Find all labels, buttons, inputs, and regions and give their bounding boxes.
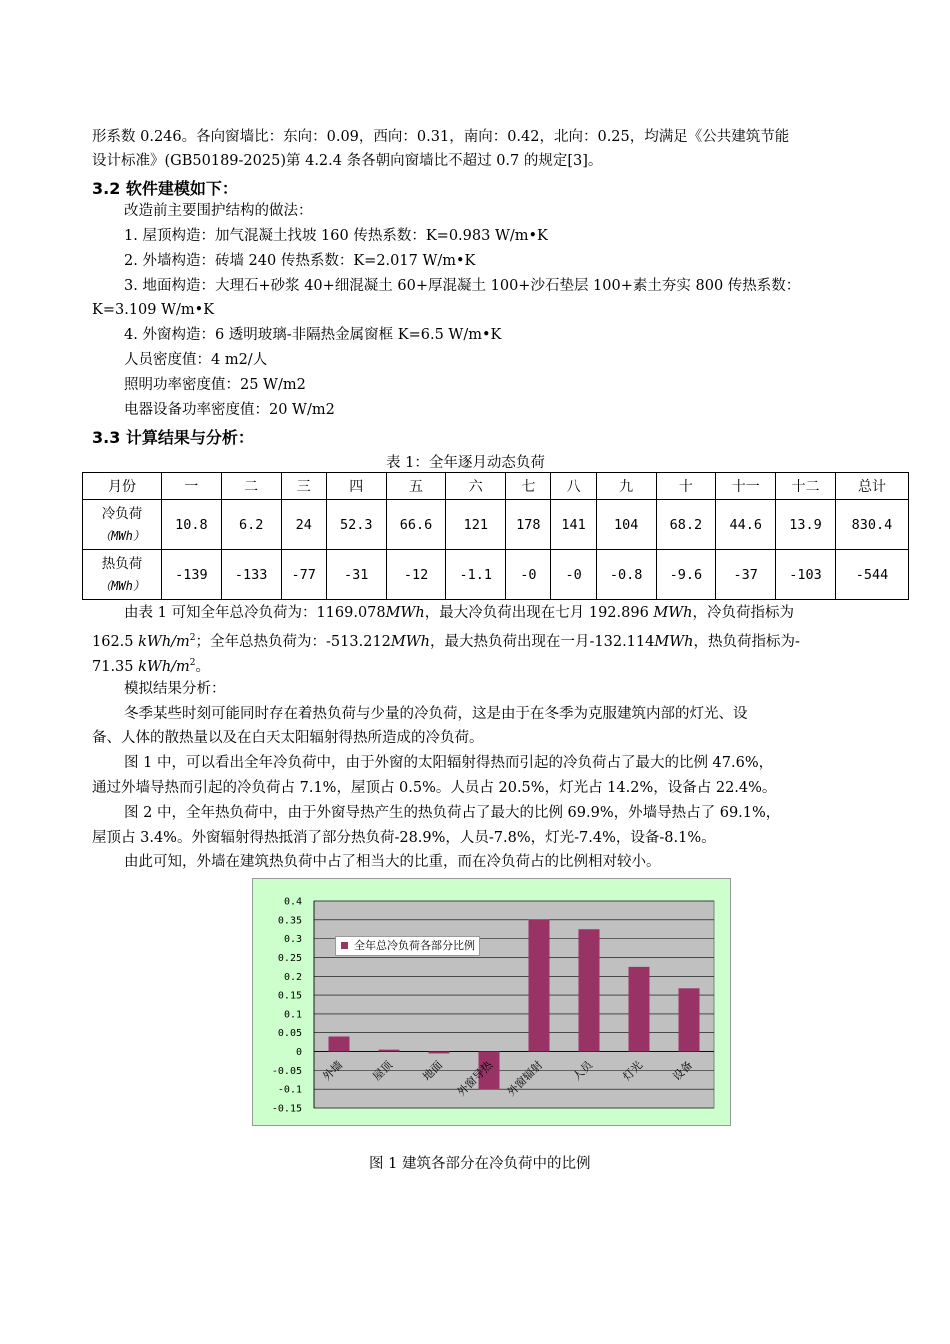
y-tick-label: -0.1 [277, 1084, 302, 1096]
y-tick-label: 0.25 [277, 952, 302, 964]
monthly-load-table [82, 472, 909, 600]
table-header-cell: 八 [551, 473, 596, 500]
paragraph-line: 冬季某些时刻可能同时存在着热负荷与少量的冷负荷，这是由于在冬季为克服建筑内部的灯光、设 [124, 706, 748, 722]
table-cell: 66.6 [386, 500, 446, 550]
paragraph-line: 电器设备功率密度值：20 W/m2 [124, 402, 335, 418]
paragraph-line: 改造前主要围护结构的做法： [124, 203, 313, 219]
figure-caption: 图 1 建筑各部分在冷负荷中的比例 [369, 1156, 591, 1172]
table-cell: 141 [551, 500, 596, 550]
y-tick-label: 0 [295, 1047, 302, 1059]
paragraph-line: 由表 1 可知全年总冷负荷为：1169.078MWh，最大冷负荷出现在七月 192.896 MWh，冷负荷指标为 [124, 605, 795, 621]
x-tick-label: 外窗导热 [454, 1058, 496, 1099]
bar-地面 [429, 1052, 450, 1054]
paragraph-line: 71.35 kWh/$m^2$。 [92, 658, 211, 675]
paragraph-line: 形系数 0.246。各向窗墙比：东向：0.09，西向：0.31，南向：0.42，北向：0.25，均满足《公共建筑节能 [92, 129, 790, 145]
table-cell: -544 [836, 550, 909, 600]
row-unit: （MWh） [99, 528, 145, 543]
paragraph-line: 模拟结果分析： [124, 681, 226, 697]
table-row-cooling [83, 500, 909, 550]
table-header-cell: 七 [506, 473, 551, 500]
table-cell: -12 [386, 550, 446, 600]
table-cell: -0 [506, 550, 551, 600]
row-label: 热负荷 [101, 555, 143, 572]
bar-外墙 [329, 1036, 350, 1051]
legend-label: 全年总冷负荷各部分比例 [354, 939, 475, 952]
table-cell: 52.3 [326, 500, 386, 550]
table-caption: 表 1：全年逐月动态负荷 [386, 455, 545, 471]
paragraph-line: 由此可知，外墙在建筑热负荷中占了相当大的比重，而在冷负荷占的比例相对较小。 [124, 854, 661, 870]
x-tick-label: 外窗辐射 [504, 1058, 546, 1099]
paragraph-line: 屋顶占 3.4%。外窗辐射得热抵消了部分热负荷-28.9%，人员-7.8%，灯光-7.4%，设备-8.1%。 [92, 830, 716, 846]
x-tick-label: 设备 [670, 1058, 696, 1084]
table-cell: 104 [596, 500, 656, 550]
table-cell: -37 [716, 550, 776, 600]
row-label: 冷负荷 [101, 505, 143, 522]
table-cell: -1.1 [446, 550, 506, 600]
list-item: 2. 外墙构造：砖墙 240 传热系数：K=2.017 W/m•K [124, 253, 476, 269]
table-cell: 13.9 [776, 500, 836, 550]
table-cell: 68.2 [656, 500, 716, 550]
table-header-cell: 月份 [83, 473, 162, 500]
bar-灯光 [629, 967, 650, 1052]
paragraph-line: 人员密度值：4 m2/人 [124, 352, 268, 368]
table-cell: -77 [281, 550, 326, 600]
y-tick-label: -0.15 [271, 1103, 302, 1115]
paragraph-line: 162.5 kWh/$m^2$；全年总热负荷为：-513.212MWh，最大热负荷出现在一月-132.114MWh，热负荷指标为- [92, 633, 800, 650]
y-tick-label: 0.35 [277, 915, 302, 927]
table-cell: 178 [506, 500, 551, 550]
bar-屋顶 [379, 1050, 400, 1052]
paragraph-line: 照明功率密度值：25 W/m2 [124, 377, 306, 393]
row-unit: （MWh） [99, 578, 145, 593]
bar-外窗辐射 [529, 920, 550, 1052]
table-header-cell: 总计 [836, 473, 909, 500]
table-cell: 24 [281, 500, 326, 550]
table-header-cell: 十 [656, 473, 716, 500]
table-cell: -9.6 [656, 550, 716, 600]
y-tick-label: -0.05 [271, 1065, 302, 1077]
x-tick-label: 外墙 [320, 1058, 346, 1084]
paragraph-line: 备、人体的散热量以及在白天太阳辐射得热所造成的冷负荷。 [92, 730, 484, 746]
table-cell: 830.4 [836, 500, 909, 550]
table-cell: -31 [326, 550, 386, 600]
list-item: 3. 地面构造：大理石+砂浆 40+细混凝土 60+厚混凝土 100+沙石垫层 100+素土夯实 800 传热系数： [124, 278, 801, 294]
table-header-cell: 五 [386, 473, 446, 500]
row-label-cell [83, 500, 162, 550]
x-tick-label: 灯光 [620, 1058, 646, 1084]
table-row-heating [83, 550, 909, 600]
table-header-cell: 九 [596, 473, 656, 500]
legend-swatch [341, 942, 348, 949]
table-header-cell: 十一 [716, 473, 776, 500]
table-header-cell: 三 [281, 473, 326, 500]
x-tick-label: 屋顶 [370, 1058, 396, 1084]
table-cell: 121 [446, 500, 506, 550]
table-cell: 6.2 [221, 500, 281, 550]
y-tick-label: 0.05 [277, 1028, 302, 1040]
table-header-cell: 四 [326, 473, 386, 500]
x-tick-label: 地面 [420, 1058, 446, 1084]
list-item-continued: K=3.109 W/m•K [92, 302, 215, 318]
list-item: 1. 屋顶构造：加气混凝土找坡 160 传热系数：K=0.983 W/m•K [124, 228, 548, 244]
y-tick-label: 0.1 [283, 1009, 302, 1021]
bar-设备 [679, 988, 700, 1051]
table-cell: 44.6 [716, 500, 776, 550]
table-header-cell: 二 [221, 473, 281, 500]
table-cell: 10.8 [162, 500, 222, 550]
x-tick-label: 人员 [570, 1058, 596, 1084]
chart-legend [335, 936, 480, 956]
list-item: 4. 外窗构造：6 透明玻璃-非隔热金属窗框 K=6.5 W/m•K [124, 327, 502, 343]
table-header-cell: 一 [162, 473, 222, 500]
table-header-row [83, 473, 909, 500]
paragraph-line: 图 1 中，可以看出全年冷负荷中，由于外窗的太阳辐射得热而引起的冷负荷占了最大的比例 47.6%， [124, 755, 774, 771]
table-cell: -0 [551, 550, 596, 600]
section-heading-3-3: 3.3 计算结果与分析： [92, 428, 254, 447]
table-cell: -0.8 [596, 550, 656, 600]
chart-svg [253, 879, 730, 1125]
paragraph-line: 图 2 中，全年热负荷中，由于外窗导热产生的热负荷占了最大的比例 69.9%，外墙导热占了 69.1%， [124, 805, 781, 821]
y-tick-label: 0.3 [283, 934, 302, 946]
table-cell: -103 [776, 550, 836, 600]
row-label-cell [83, 550, 162, 600]
cooling-load-proportion-chart [252, 878, 731, 1126]
paragraph-line: 设计标准》(GB50189-2025)第 4.2.4 条各朝向窗墙比不超过 0.7 的规定[3]。 [92, 153, 603, 169]
table-cell: -139 [162, 550, 222, 600]
paragraph-line: 通过外墙导热而引起的冷负荷占 7.1%，屋顶占 0.5%。人员占 20.5%，灯光占 14.2%，设备占 22.4%。 [92, 780, 777, 796]
bar-人员 [579, 929, 600, 1051]
y-tick-label: 0.2 [283, 971, 302, 983]
y-tick-label: 0.4 [283, 896, 302, 908]
table-header-cell: 十二 [776, 473, 836, 500]
table-header-cell: 六 [446, 473, 506, 500]
table-cell: -133 [221, 550, 281, 600]
section-heading-3-2: 3.2 软件建模如下： [92, 179, 238, 198]
y-tick-label: 0.15 [277, 990, 302, 1002]
